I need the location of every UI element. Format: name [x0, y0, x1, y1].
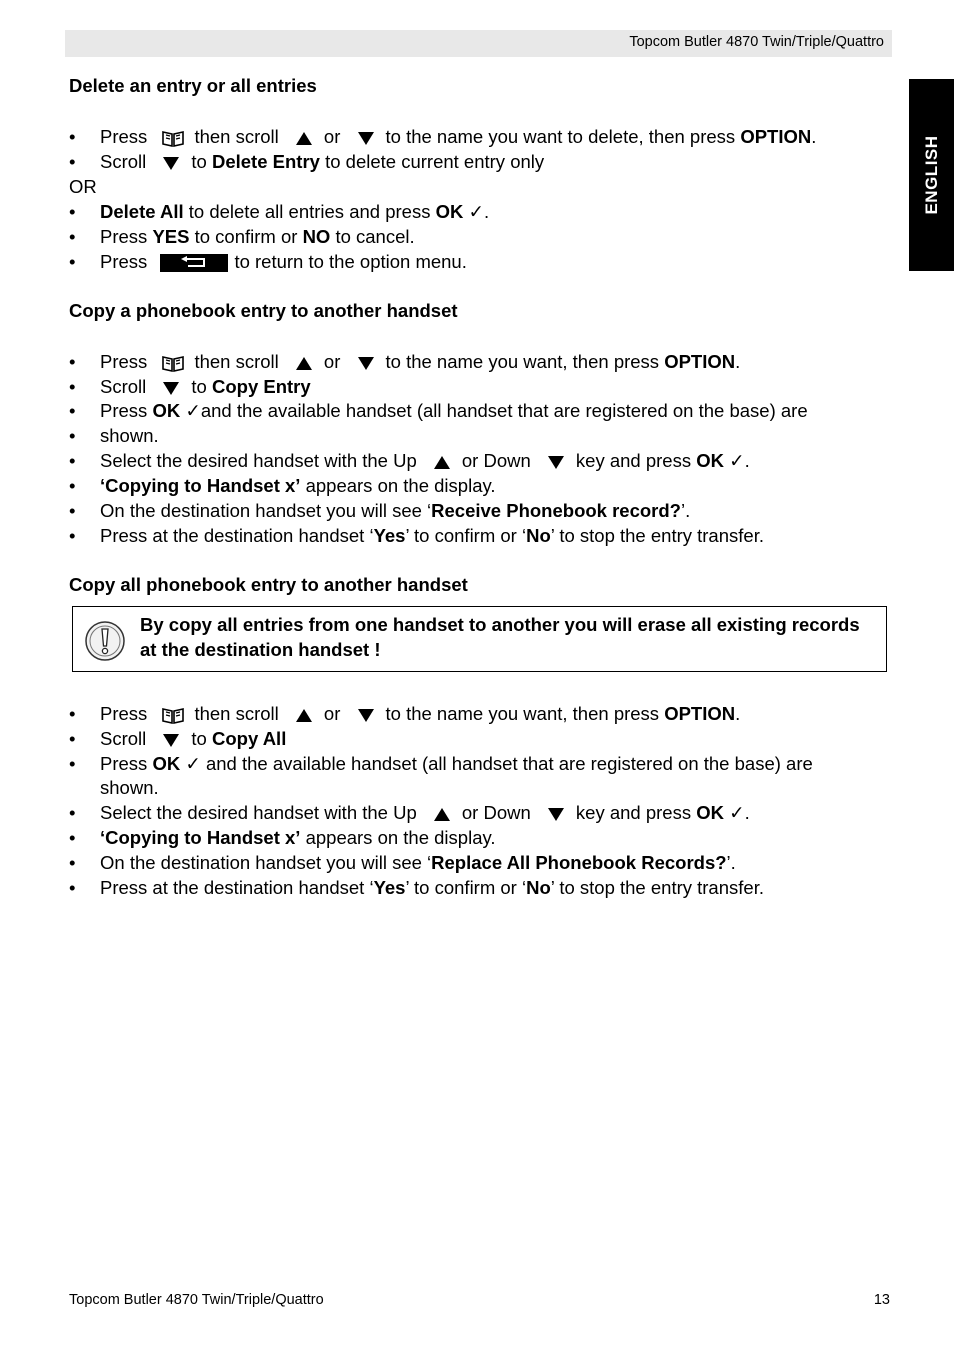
- section-heading-copy-all: Copy all phonebook entry to another handset: [69, 574, 468, 595]
- list-item: • Press OK ✓ and the available handset (all handset that are registered on the base) are: [69, 753, 813, 774]
- down-arrow-icon: [163, 382, 179, 395]
- down-arrow-icon: [548, 456, 564, 469]
- list-item: • Press then scroll or to the name you want, then press OPTION.: [69, 703, 741, 724]
- phonebook-icon: [162, 354, 184, 372]
- footer-title: Topcom Butler 4870 Twin/Triple/Quattro: [69, 1292, 324, 1308]
- list-item: • Select the desired handset with the Up or Down key and press OK ✓.: [69, 450, 750, 471]
- list-item: • Delete All to delete all entries and press OK ✓.: [69, 201, 490, 222]
- phonebook-icon: [162, 129, 184, 147]
- list-item: • On the destination handset you will see ‘Replace All Phonebook Records?’.: [69, 852, 736, 873]
- header-title: Topcom Butler 4870 Twin/Triple/Quattro: [629, 34, 884, 50]
- list-item: • Press then scroll or to the name you want, then press OPTION.: [69, 351, 741, 372]
- up-arrow-icon: [434, 808, 450, 821]
- list-item: • Scroll to Copy Entry: [69, 376, 311, 397]
- down-arrow-icon: [358, 357, 374, 370]
- list-item: • Press YES to confirm or NO to cancel.: [69, 226, 415, 247]
- section-heading-copy-entry: Copy a phonebook entry to another handset: [69, 300, 458, 321]
- list-item: • shown.: [69, 425, 159, 446]
- list-item-continuation: shown.: [100, 777, 159, 798]
- up-arrow-icon: [296, 709, 312, 722]
- list-item: • Select the desired handset with the Up or Down key and press OK ✓.: [69, 802, 750, 823]
- list-item: • Press at the destination handset ‘Yes’ to confirm or ‘No’ to stop the entry transfer.: [69, 525, 764, 546]
- up-arrow-icon: [296, 357, 312, 370]
- back-key-icon: [160, 254, 228, 272]
- language-tab-label: ENGLISH: [921, 135, 941, 215]
- page-number: 13: [873, 1292, 890, 1308]
- warning-box: [72, 606, 887, 672]
- list-item: • ‘Copying to Handset x’ appears on the display.: [69, 475, 496, 496]
- down-arrow-icon: [163, 734, 179, 747]
- up-arrow-icon: [434, 456, 450, 469]
- list-item: • ‘Copying to Handset x’ appears on the display.: [69, 827, 496, 848]
- list-item: • Press then scroll or to the name you want to delete, then press OPTION.: [69, 126, 817, 147]
- warning-icon: [84, 620, 126, 662]
- list-item: • Press at the destination handset ‘Yes’ to confirm or ‘No’ to stop the entry transfer.: [69, 877, 764, 898]
- down-arrow-icon: [358, 709, 374, 722]
- header-bar: [65, 30, 892, 57]
- phonebook-icon: [162, 706, 184, 724]
- list-item: • Scroll to Delete Entry to delete current entry only: [69, 151, 545, 172]
- warning-text: By copy all entries from one handset to another you will erase all existing records at the destination handset !: [140, 614, 860, 660]
- list-item: • Press OK ✓and the available handset (all handset that are registered on the base) are: [69, 400, 808, 421]
- down-arrow-icon: [163, 157, 179, 170]
- down-arrow-icon: [548, 808, 564, 821]
- up-arrow-icon: [296, 132, 312, 145]
- language-tab: [909, 79, 954, 271]
- or-text: OR: [69, 176, 97, 197]
- section-heading-delete: Delete an entry or all entries: [69, 75, 317, 96]
- down-arrow-icon: [358, 132, 374, 145]
- list-item: • On the destination handset you will see ‘Receive Phonebook record?’.: [69, 500, 691, 521]
- list-item: • Scroll to Copy All: [69, 728, 287, 749]
- list-item: • Press to return to the option menu.: [69, 251, 467, 272]
